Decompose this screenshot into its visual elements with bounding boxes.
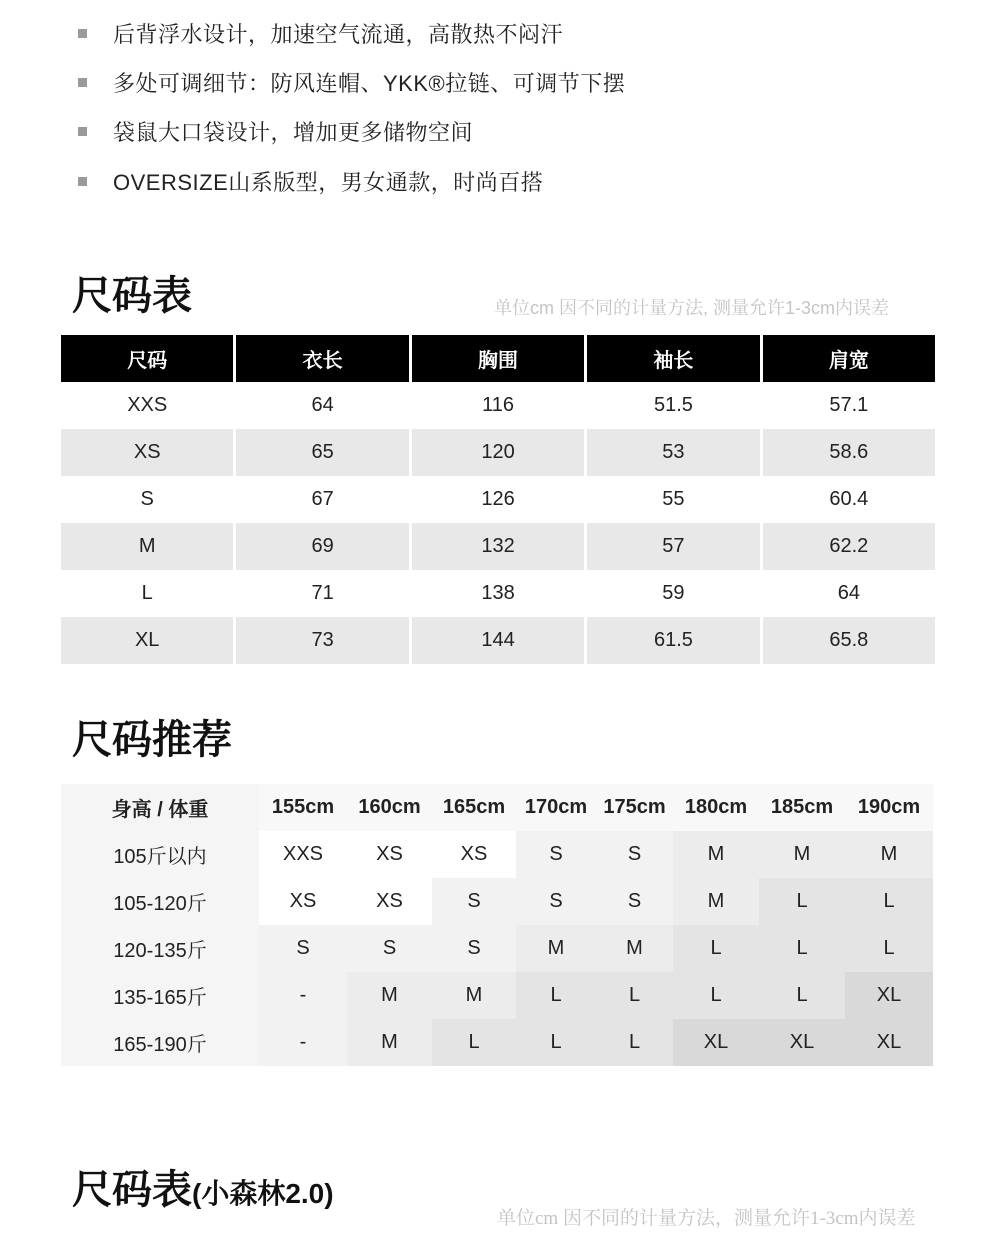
weight-label: 165-190斤 [61, 1019, 259, 1066]
table-row [61, 570, 935, 617]
recommend-row [61, 925, 935, 972]
feature-item [78, 67, 625, 97]
height-header: 155cm [259, 784, 347, 831]
table-cell: 65.8 [763, 617, 935, 664]
size-cell: L [516, 972, 596, 1019]
size-recommend-table [61, 784, 935, 1066]
size-cell: XS [259, 878, 347, 925]
size-cell: M [347, 1019, 432, 1066]
corner-label: 身高 / 体重 [61, 784, 259, 831]
size-cell: XS [347, 878, 432, 925]
feature-text: OVERSIZE山系版型，男女通款，时尚百搭 [113, 169, 544, 195]
table-cell: 53 [587, 429, 759, 476]
table-cell: 57.1 [763, 382, 935, 429]
height-header: 175cm [596, 784, 673, 831]
table-cell: 64 [763, 570, 935, 617]
table-cell: 64 [236, 382, 408, 429]
weight-label: 135-165斤 [61, 972, 259, 1019]
table-cell: 62.2 [763, 523, 935, 570]
size-cell: S [596, 831, 673, 878]
recommend-row [61, 1019, 935, 1066]
size-cell: S [516, 831, 596, 878]
size-cell: L [516, 1019, 596, 1066]
size-cell: L [759, 878, 845, 925]
table-cell: 126 [412, 476, 584, 523]
weight-label: 120-135斤 [61, 925, 259, 972]
recommend-header-row [61, 784, 935, 831]
table-cell: 55 [587, 476, 759, 523]
size-cell: L [673, 925, 759, 972]
size-cell: M [516, 925, 596, 972]
table-row [61, 617, 935, 664]
table-cell: L [61, 570, 233, 617]
size-cell: S [516, 878, 596, 925]
size-recommend-title: 尺码推荐 [72, 718, 232, 762]
size-cell: XL [845, 972, 933, 1019]
size-cell: L [596, 972, 673, 1019]
size-cell: XL [759, 1019, 845, 1066]
size-chart-2-title [72, 1170, 334, 1210]
table-cell: 138 [412, 570, 584, 617]
feature-item [78, 116, 473, 146]
size-cell: S [432, 878, 516, 925]
table-cell: 71 [236, 570, 408, 617]
size-cell: - [259, 1019, 347, 1066]
size-cell: L [596, 1019, 673, 1066]
table-cell: S [61, 476, 233, 523]
size-cell: S [432, 925, 516, 972]
weight-label: 105斤以内 [61, 831, 259, 878]
height-header: 180cm [673, 784, 759, 831]
size-cell: L [759, 925, 845, 972]
size-chart-2-note: 单位cm 因不同的计量方法，测量允许1-3cm内误差 [497, 1208, 916, 1229]
table-cell: 58.6 [763, 429, 935, 476]
size-cell: S [347, 925, 432, 972]
size-cell: L [845, 878, 933, 925]
table-cell: XL [61, 617, 233, 664]
table-row [61, 429, 935, 476]
table-cell: 60.4 [763, 476, 935, 523]
table-cell: M [61, 523, 233, 570]
table-cell: 73 [236, 617, 408, 664]
table-cell: 59 [587, 570, 759, 617]
feature-text: 袋鼠大口袋设计，增加更多储物空间 [113, 119, 474, 145]
table-cell: 51.5 [587, 382, 759, 429]
header-cell: 袖长 [587, 335, 759, 382]
size-cell: XS [432, 831, 516, 878]
height-header: 170cm [516, 784, 596, 831]
feature-text: 多处可调细节：防风连帽、YKK®拉链、可调节下摆 [113, 70, 626, 96]
recommend-row [61, 878, 935, 925]
table-cell: 132 [412, 523, 584, 570]
size-cell: L [759, 972, 845, 1019]
size-cell: L [845, 925, 933, 972]
size-chart-2-subtitle: (小森林2.0) [192, 1178, 334, 1209]
size-cell: XS [347, 831, 432, 878]
table-cell: 61.5 [587, 617, 759, 664]
height-header: 185cm [759, 784, 845, 831]
header-cell: 尺码 [61, 335, 233, 382]
table-cell: 116 [412, 382, 584, 429]
table-row [61, 476, 935, 523]
size-cell: S [596, 878, 673, 925]
weight-label: 105-120斤 [61, 878, 259, 925]
size-chart-title: 尺码表 [72, 274, 192, 318]
size-cell: M [673, 878, 759, 925]
bullet-icon [78, 78, 87, 87]
size-cell: S [259, 925, 347, 972]
size-chart-note: 单位cm 因不同的计量方法, 测量允许1-3cm内误差 [494, 298, 890, 318]
table-row [61, 382, 935, 429]
bullet-icon [78, 177, 87, 186]
feature-item [78, 166, 543, 196]
height-header: 165cm [432, 784, 516, 831]
size-chart-2-title-main: 尺码表 [72, 1168, 192, 1212]
table-cell: 69 [236, 523, 408, 570]
feature-item [78, 18, 563, 48]
recommend-row [61, 831, 935, 878]
table-cell: 57 [587, 523, 759, 570]
table-cell: 65 [236, 429, 408, 476]
table-row [61, 523, 935, 570]
table-cell: 144 [412, 617, 584, 664]
size-cell: L [432, 1019, 516, 1066]
feature-text: 后背浮水设计，加速空气流通，高散热不闷汗 [113, 21, 564, 47]
size-table [61, 335, 935, 664]
bullet-icon [78, 127, 87, 136]
header-cell: 衣长 [236, 335, 408, 382]
bullet-icon [78, 29, 87, 38]
size-cell: M [347, 972, 432, 1019]
size-cell: M [845, 831, 933, 878]
recommend-row [61, 972, 935, 1019]
size-cell: M [596, 925, 673, 972]
size-cell: L [673, 972, 759, 1019]
header-cell: 胸围 [412, 335, 584, 382]
size-cell: M [432, 972, 516, 1019]
size-cell: XL [845, 1019, 933, 1066]
table-cell: 67 [236, 476, 408, 523]
size-cell: XXS [259, 831, 347, 878]
size-cell: - [259, 972, 347, 1019]
size-cell: M [673, 831, 759, 878]
header-cell: 肩宽 [763, 335, 935, 382]
table-cell: XXS [61, 382, 233, 429]
table-cell: 120 [412, 429, 584, 476]
size-cell: M [759, 831, 845, 878]
height-header: 190cm [845, 784, 933, 831]
table-cell: XS [61, 429, 233, 476]
size-table-header [61, 335, 935, 382]
size-cell: XL [673, 1019, 759, 1066]
height-header: 160cm [347, 784, 432, 831]
